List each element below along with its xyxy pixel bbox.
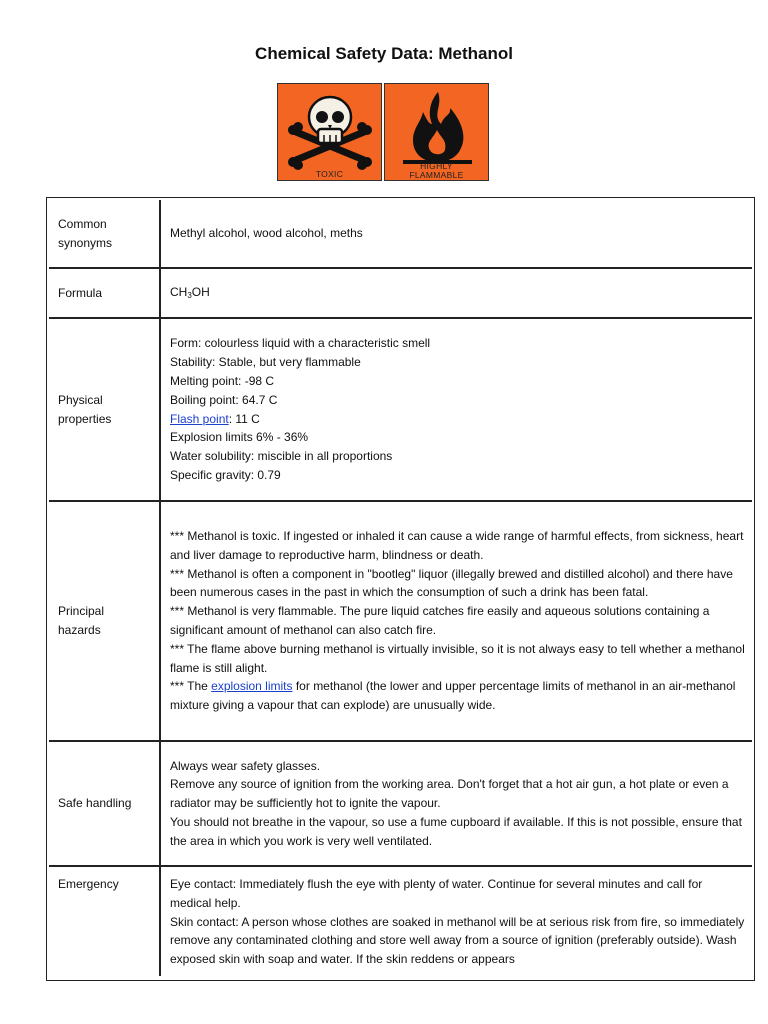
row-label: Formula	[49, 268, 160, 318]
flash-point-value: : 11 C	[228, 411, 260, 426]
hazard-signs	[277, 83, 489, 181]
hazard-suffix: for methanol (the lower and upper percentage limits of methanol in an air-methanol mixture giving a vapour that can explode) are unusually wide.	[170, 679, 736, 713]
toxic-sign	[277, 83, 382, 181]
hazard-item	[170, 677, 746, 715]
physical-properties-value	[160, 318, 752, 501]
property-line: Stability: Stable, but very flammable	[170, 355, 361, 370]
property-line: Specific gravity: 0.79	[170, 467, 281, 482]
flammable-sign-label-1: HIGHLY	[420, 161, 453, 171]
label-line: hazards	[58, 623, 101, 637]
label-line: Principal	[58, 604, 105, 619]
hazard-prefix: *** The	[170, 679, 212, 694]
property-line: Melting point: -98 C	[170, 373, 275, 388]
table-row	[49, 200, 752, 268]
hazard-item: *** The flame above burning methanol is virtually invisible, so it is not always easy to tell whether a methanol flame is still alight.	[170, 641, 745, 675]
skull-crossbones-icon	[278, 84, 383, 182]
formula-suffix: OH	[191, 284, 210, 299]
toxic-sign-label: TOXIC	[315, 169, 344, 179]
row-label: Emergency	[49, 866, 160, 976]
table-row	[49, 268, 752, 318]
emergency-line: Eye contact: Immediately flush the eye with plenty of water. Continue for several minutes and call for medical help.	[170, 877, 703, 910]
table-row	[49, 501, 752, 741]
flammable-sign	[384, 83, 489, 181]
label-line: Physical	[58, 392, 103, 407]
property-line: Explosion limits 6% - 36%	[170, 430, 309, 445]
hazards-value	[160, 501, 752, 741]
formula-subscript: 3	[187, 290, 192, 300]
handling-line: Remove any source of ignition from the working area. Don't forget that a hot air gun, a hot plate or even a radiator may be sufficiently hot to ignite the vapour.	[170, 777, 729, 811]
label-line: Common	[58, 216, 107, 231]
label-line: properties	[58, 411, 112, 426]
flash-point-line	[170, 410, 746, 429]
safe-handling-value	[160, 741, 752, 866]
row-label	[49, 200, 160, 268]
hazard-item: *** Methanol is toxic. If ingested or inhaled it can cause a wide range of harmful effects, from sickness, heart and liver damage to reproductive harm, blindness or death.	[170, 529, 744, 562]
property-line: Boiling point: 64.7 C	[170, 392, 278, 407]
emergency-line: Skin contact: A person whose clothes are soaked in methanol will be at serious risk from fire, so immediately remove any contaminated clothing and store well away from a source of ignition (preferably outside). Wash exposed skin with soap and water. If the skin reddens or appears	[170, 914, 745, 967]
property-line: Form: colourless liquid with a characteristic smell	[170, 336, 431, 351]
synonyms-value: Methyl alcohol, wood alcohol, meths	[160, 200, 752, 268]
hazard-item: *** Methanol is often a component in "bootleg" liquor (illegally brewed and distilled alcohol) and there have been numerous cases in the past in which the consumption of such a drink has been fatal.	[170, 566, 733, 600]
hazard-item: *** Methanol is very flammable. The pure liquid catches fire easily and aqueous solutions containing a significant amount of methanol can also catch fire.	[170, 604, 710, 637]
explosion-limits-link[interactable]: explosion limits	[211, 679, 293, 694]
safety-data-table	[46, 197, 755, 981]
emergency-value	[160, 866, 752, 976]
label-line: synonyms	[58, 235, 113, 250]
flammable-sign-label-2: FLAMMABLE	[409, 170, 464, 180]
handling-line: You should not breathe in the vapour, so use a fume cupboard if available. If this is not possible, ensure that the area in which you work is very well ventilated.	[170, 814, 742, 848]
table-row	[49, 318, 752, 501]
row-label	[49, 501, 160, 741]
table-row	[49, 866, 752, 976]
formula-value	[160, 268, 752, 318]
table-row	[49, 741, 752, 866]
row-label	[49, 318, 160, 501]
row-label: Safe handling	[49, 741, 160, 866]
handling-line: Always wear safety glasses.	[170, 758, 321, 773]
formula-prefix: CH	[170, 284, 188, 299]
flash-point-link[interactable]: Flash point	[170, 411, 229, 426]
property-line: Water solubility: miscible in all proportions	[170, 449, 393, 464]
page-title: Chemical Safety Data: Methanol	[255, 44, 513, 63]
